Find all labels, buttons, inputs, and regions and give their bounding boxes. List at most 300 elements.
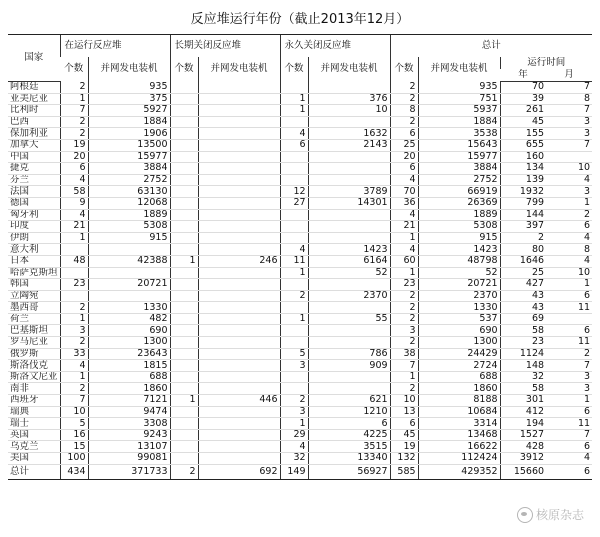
value-cell: 2 <box>390 82 418 94</box>
value-cell: 112424 <box>418 453 500 465</box>
value-cell <box>198 139 280 151</box>
value-cell <box>198 244 280 256</box>
value-cell: 1 <box>60 371 88 383</box>
value-cell: 4 <box>390 209 418 221</box>
value-cell: 70 <box>500 82 546 94</box>
total-cell: 149 <box>280 464 308 479</box>
value-cell: 3884 <box>88 163 170 175</box>
value-cell: 132 <box>390 453 418 465</box>
value-cell: 2 <box>390 302 418 314</box>
value-cell: 935 <box>88 82 170 94</box>
value-cell <box>308 82 390 94</box>
value-cell: 3 <box>60 325 88 337</box>
value-cell: 32 <box>500 371 546 383</box>
value-cell: 1 <box>280 105 308 117</box>
table-row <box>8 255 592 267</box>
value-cell <box>198 116 280 128</box>
value-cell: 3912 <box>500 453 546 465</box>
value-cell: 4 <box>390 174 418 186</box>
value-cell <box>198 418 280 430</box>
value-cell: 2 <box>500 232 546 244</box>
value-cell: 1 <box>546 197 592 209</box>
value-cell: 2 <box>390 116 418 128</box>
count-header: 个数 <box>64 63 84 75</box>
value-cell: 13340 <box>308 453 390 465</box>
value-cell <box>170 174 198 186</box>
value-cell: 1210 <box>308 406 390 418</box>
value-cell: 1 <box>280 313 308 325</box>
value-cell <box>280 337 308 349</box>
table-row <box>8 93 592 105</box>
month-header: 月 <box>546 69 592 82</box>
value-cell: 16622 <box>418 441 500 453</box>
value-cell: 1932 <box>500 186 546 198</box>
table-row <box>8 360 592 372</box>
value-cell: 58 <box>500 325 546 337</box>
value-cell <box>280 174 308 186</box>
value-cell: 15643 <box>418 139 500 151</box>
value-cell <box>280 209 308 221</box>
value-cell: 3 <box>280 406 308 418</box>
value-cell: 261 <box>500 105 546 117</box>
country-header: 国家 <box>8 35 60 82</box>
value-cell: 2 <box>546 348 592 360</box>
value-cell: 751 <box>418 93 500 105</box>
value-cell: 3 <box>390 325 418 337</box>
value-cell <box>170 453 198 465</box>
country-cell: 俄罗斯 <box>8 348 60 360</box>
value-cell: 5937 <box>418 105 500 117</box>
value-cell: 13107 <box>88 441 170 453</box>
value-cell: 2 <box>390 383 418 395</box>
country-cell: 芬兰 <box>8 174 60 186</box>
value-cell: 20721 <box>418 279 500 291</box>
reactor-table <box>8 34 592 480</box>
capacity-header: 并网发电装机 <box>198 57 280 82</box>
value-cell: 2 <box>60 116 88 128</box>
value-cell: 24429 <box>418 348 500 360</box>
table-row <box>8 325 592 337</box>
value-cell: 690 <box>418 325 500 337</box>
value-cell: 621 <box>308 395 390 407</box>
value-cell: 2 <box>546 209 592 221</box>
value-cell <box>198 302 280 314</box>
value-cell: 2 <box>390 313 418 325</box>
value-cell: 1330 <box>418 302 500 314</box>
country-cell: 捷克 <box>8 163 60 175</box>
value-cell: 4 <box>390 244 418 256</box>
table-row <box>8 105 592 117</box>
value-cell: 6 <box>390 418 418 430</box>
value-cell: 1889 <box>418 209 500 221</box>
value-cell: 3884 <box>418 163 500 175</box>
value-cell: 1300 <box>418 337 500 349</box>
value-cell: 2 <box>60 302 88 314</box>
table-row <box>8 429 592 441</box>
value-cell: 55 <box>308 313 390 325</box>
value-cell: 13468 <box>418 429 500 441</box>
value-cell: 482 <box>88 313 170 325</box>
value-cell: 7 <box>60 395 88 407</box>
value-cell <box>170 383 198 395</box>
value-cell <box>170 197 198 209</box>
value-cell: 2 <box>390 93 418 105</box>
value-cell: 39 <box>500 93 546 105</box>
value-cell: 655 <box>500 139 546 151</box>
value-cell: 6 <box>546 221 592 233</box>
value-cell <box>198 151 280 163</box>
value-cell <box>170 186 198 198</box>
table-body <box>8 82 592 465</box>
value-cell <box>198 279 280 291</box>
value-cell <box>170 325 198 337</box>
value-cell: 25 <box>390 139 418 151</box>
value-cell: 10 <box>308 105 390 117</box>
value-cell: 25 <box>500 267 546 279</box>
country-cell: 伊朗 <box>8 232 60 244</box>
country-cell: 哈萨克斯坦 <box>8 267 60 279</box>
value-cell <box>60 290 88 302</box>
country-cell: 保加利亚 <box>8 128 60 140</box>
value-cell: 1 <box>280 93 308 105</box>
table-row <box>8 418 592 430</box>
value-cell: 688 <box>418 371 500 383</box>
value-cell <box>198 360 280 372</box>
value-cell: 2752 <box>418 174 500 186</box>
watermark-text: 核原杂志 <box>535 508 584 522</box>
value-cell: 2724 <box>418 360 500 372</box>
table-row <box>8 453 592 465</box>
value-cell <box>280 325 308 337</box>
value-cell <box>170 82 198 94</box>
country-cell: 斯洛伐克 <box>8 360 60 372</box>
value-cell: 1527 <box>500 429 546 441</box>
table-row <box>8 267 592 279</box>
value-cell <box>198 337 280 349</box>
value-cell: 2 <box>60 383 88 395</box>
value-cell: 99081 <box>88 453 170 465</box>
table-row <box>8 313 592 325</box>
value-cell: 1 <box>280 418 308 430</box>
value-cell: 16 <box>60 429 88 441</box>
value-cell <box>88 244 170 256</box>
value-cell: 6164 <box>308 255 390 267</box>
value-cell: 428 <box>500 441 546 453</box>
value-cell: 5 <box>280 348 308 360</box>
value-cell <box>308 221 390 233</box>
value-cell: 4 <box>60 174 88 186</box>
table-row <box>8 139 592 151</box>
value-cell: 1 <box>170 255 198 267</box>
value-cell <box>198 429 280 441</box>
table-row <box>8 116 592 128</box>
value-cell <box>170 232 198 244</box>
value-cell: 3789 <box>308 186 390 198</box>
value-cell: 935 <box>418 82 500 94</box>
country-cell: 加拿大 <box>8 139 60 151</box>
value-cell <box>280 371 308 383</box>
value-cell: 690 <box>88 325 170 337</box>
value-cell <box>198 174 280 186</box>
value-cell <box>308 279 390 291</box>
table-row <box>8 128 592 140</box>
count-header: 个数 <box>170 57 198 82</box>
value-cell: 20721 <box>88 279 170 291</box>
value-cell <box>198 221 280 233</box>
capacity-header: 并网发电装机 <box>418 57 500 82</box>
value-cell: 5927 <box>88 105 170 117</box>
country-cell: 日本 <box>8 255 60 267</box>
value-cell: 20 <box>390 151 418 163</box>
value-cell: 6 <box>280 139 308 151</box>
value-cell: 19 <box>390 441 418 453</box>
value-cell: 3 <box>546 128 592 140</box>
value-cell <box>546 151 592 163</box>
value-cell <box>88 290 170 302</box>
country-cell: 乌克兰 <box>8 441 60 453</box>
value-cell <box>198 197 280 209</box>
value-cell: 26369 <box>418 197 500 209</box>
value-cell: 7 <box>546 139 592 151</box>
value-cell: 1300 <box>88 337 170 349</box>
value-cell: 2143 <box>308 139 390 151</box>
value-cell: 144 <box>500 209 546 221</box>
value-cell: 915 <box>418 232 500 244</box>
value-cell <box>170 313 198 325</box>
table-row <box>8 232 592 244</box>
value-cell <box>198 371 280 383</box>
value-cell: 8188 <box>418 395 500 407</box>
value-cell: 1 <box>390 371 418 383</box>
total-row <box>8 464 592 479</box>
value-cell: 4 <box>546 174 592 186</box>
value-cell: 799 <box>500 197 546 209</box>
value-cell: 10 <box>390 395 418 407</box>
value-cell: 21 <box>390 221 418 233</box>
value-cell: 4 <box>546 255 592 267</box>
value-cell: 301 <box>500 395 546 407</box>
country-cell: 阿根廷 <box>8 82 60 94</box>
value-cell <box>198 313 280 325</box>
value-cell: 1906 <box>88 128 170 140</box>
value-cell: 1 <box>280 267 308 279</box>
value-cell: 2752 <box>88 174 170 186</box>
value-cell: 915 <box>88 232 170 244</box>
value-cell: 909 <box>308 360 390 372</box>
value-cell: 1 <box>60 313 88 325</box>
table-row <box>8 186 592 198</box>
value-cell: 52 <box>418 267 500 279</box>
value-cell: 21 <box>60 221 88 233</box>
value-cell <box>198 128 280 140</box>
value-cell: 2 <box>60 337 88 349</box>
value-cell <box>280 116 308 128</box>
total-cell: 429352 <box>418 464 500 479</box>
value-cell: 2 <box>60 128 88 140</box>
value-cell: 10 <box>546 163 592 175</box>
value-cell <box>170 302 198 314</box>
value-cell: 3 <box>546 186 592 198</box>
table-row <box>8 82 592 94</box>
value-cell <box>198 163 280 175</box>
value-cell: 6 <box>546 406 592 418</box>
value-cell: 15 <box>60 441 88 453</box>
total-cell: 585 <box>390 464 418 479</box>
value-cell: 42388 <box>88 255 170 267</box>
value-cell: 4 <box>280 128 308 140</box>
total-cell: 692 <box>198 464 280 479</box>
value-cell: 6 <box>546 441 592 453</box>
table-row <box>8 406 592 418</box>
value-cell: 3515 <box>308 441 390 453</box>
value-cell: 7 <box>546 429 592 441</box>
table-row <box>8 244 592 256</box>
value-cell: 3 <box>546 116 592 128</box>
value-cell <box>308 371 390 383</box>
table-row <box>8 174 592 186</box>
value-cell: 8 <box>546 244 592 256</box>
value-cell: 2 <box>390 290 418 302</box>
value-cell: 446 <box>198 395 280 407</box>
total-label: 总计 <box>8 464 60 479</box>
value-cell: 9 <box>60 197 88 209</box>
value-cell: 786 <box>308 348 390 360</box>
table-row <box>8 290 592 302</box>
value-cell <box>280 383 308 395</box>
page-title: 反应堆运行年份（截止2013年12月） <box>190 12 410 27</box>
country-cell: 巴西 <box>8 116 60 128</box>
value-cell: 160 <box>500 151 546 163</box>
value-cell: 194 <box>500 418 546 430</box>
group-header-operating: 在运行反应堆 <box>60 35 170 58</box>
value-cell: 246 <box>198 255 280 267</box>
country-cell: 韩国 <box>8 279 60 291</box>
value-cell: 9474 <box>88 406 170 418</box>
value-cell <box>170 279 198 291</box>
value-cell: 6 <box>390 128 418 140</box>
value-cell: 23643 <box>88 348 170 360</box>
value-cell: 48 <box>60 255 88 267</box>
value-cell: 10684 <box>418 406 500 418</box>
value-cell: 11 <box>546 302 592 314</box>
value-cell: 1889 <box>88 209 170 221</box>
value-cell: 60 <box>390 255 418 267</box>
value-cell: 23 <box>500 337 546 349</box>
value-cell: 80 <box>500 244 546 256</box>
value-cell: 1884 <box>418 116 500 128</box>
value-cell: 33 <box>60 348 88 360</box>
country-cell: 南非 <box>8 383 60 395</box>
value-cell: 43 <box>500 302 546 314</box>
value-cell: 10 <box>546 267 592 279</box>
value-cell: 2 <box>280 290 308 302</box>
value-cell: 376 <box>308 93 390 105</box>
count-header: 个数 <box>390 57 418 82</box>
value-cell: 412 <box>500 406 546 418</box>
table-row <box>8 441 592 453</box>
value-cell <box>198 232 280 244</box>
value-cell <box>170 371 198 383</box>
value-cell <box>280 151 308 163</box>
country-cell: 比利时 <box>8 105 60 117</box>
value-cell: 23 <box>390 279 418 291</box>
country-cell: 印度 <box>8 221 60 233</box>
country-cell: 意大利 <box>8 244 60 256</box>
table-row <box>8 279 592 291</box>
watermark <box>517 506 584 523</box>
value-cell: 9243 <box>88 429 170 441</box>
value-cell: 4 <box>280 441 308 453</box>
value-cell <box>170 290 198 302</box>
country-cell: 亚美尼亚 <box>8 93 60 105</box>
total-cell: 15660 <box>500 464 546 479</box>
country-cell: 英国 <box>8 429 60 441</box>
value-cell <box>170 151 198 163</box>
value-cell: 2370 <box>308 290 390 302</box>
value-cell <box>280 232 308 244</box>
table-row <box>8 302 592 314</box>
value-cell: 1 <box>60 232 88 244</box>
value-cell: 70 <box>390 186 418 198</box>
value-cell <box>170 244 198 256</box>
value-cell: 427 <box>500 279 546 291</box>
value-cell <box>170 418 198 430</box>
value-cell: 13 <box>390 406 418 418</box>
value-cell <box>308 383 390 395</box>
value-cell <box>170 441 198 453</box>
value-cell: 7121 <box>88 395 170 407</box>
value-cell: 148 <box>500 360 546 372</box>
value-cell <box>280 221 308 233</box>
value-cell: 1423 <box>308 244 390 256</box>
value-cell: 7 <box>546 360 592 372</box>
value-cell <box>280 302 308 314</box>
value-cell: 29 <box>280 429 308 441</box>
value-cell: 12068 <box>88 197 170 209</box>
value-cell: 1 <box>170 395 198 407</box>
group-header-total: 总计 <box>390 35 592 58</box>
value-cell <box>198 93 280 105</box>
value-cell: 11 <box>280 255 308 267</box>
total-cell: 6 <box>546 464 592 479</box>
value-cell: 8 <box>546 93 592 105</box>
country-cell: 巴基斯坦 <box>8 325 60 337</box>
value-cell <box>546 313 592 325</box>
value-cell <box>198 290 280 302</box>
value-cell <box>198 105 280 117</box>
table-row <box>8 209 592 221</box>
value-cell <box>170 406 198 418</box>
value-cell: 5308 <box>88 221 170 233</box>
country-cell: 瑞典 <box>8 406 60 418</box>
value-cell: 7 <box>390 360 418 372</box>
value-cell: 27 <box>280 197 308 209</box>
value-cell: 10 <box>60 406 88 418</box>
value-cell: 58 <box>500 383 546 395</box>
value-cell: 537 <box>418 313 500 325</box>
value-cell: 4 <box>60 209 88 221</box>
value-cell: 23 <box>60 279 88 291</box>
value-cell: 2370 <box>418 290 500 302</box>
value-cell: 4 <box>546 453 592 465</box>
value-cell <box>170 348 198 360</box>
country-cell: 罗马尼亚 <box>8 337 60 349</box>
value-cell <box>170 337 198 349</box>
value-cell <box>308 337 390 349</box>
year-header: 年 <box>500 69 546 82</box>
value-cell <box>170 105 198 117</box>
value-cell <box>308 209 390 221</box>
